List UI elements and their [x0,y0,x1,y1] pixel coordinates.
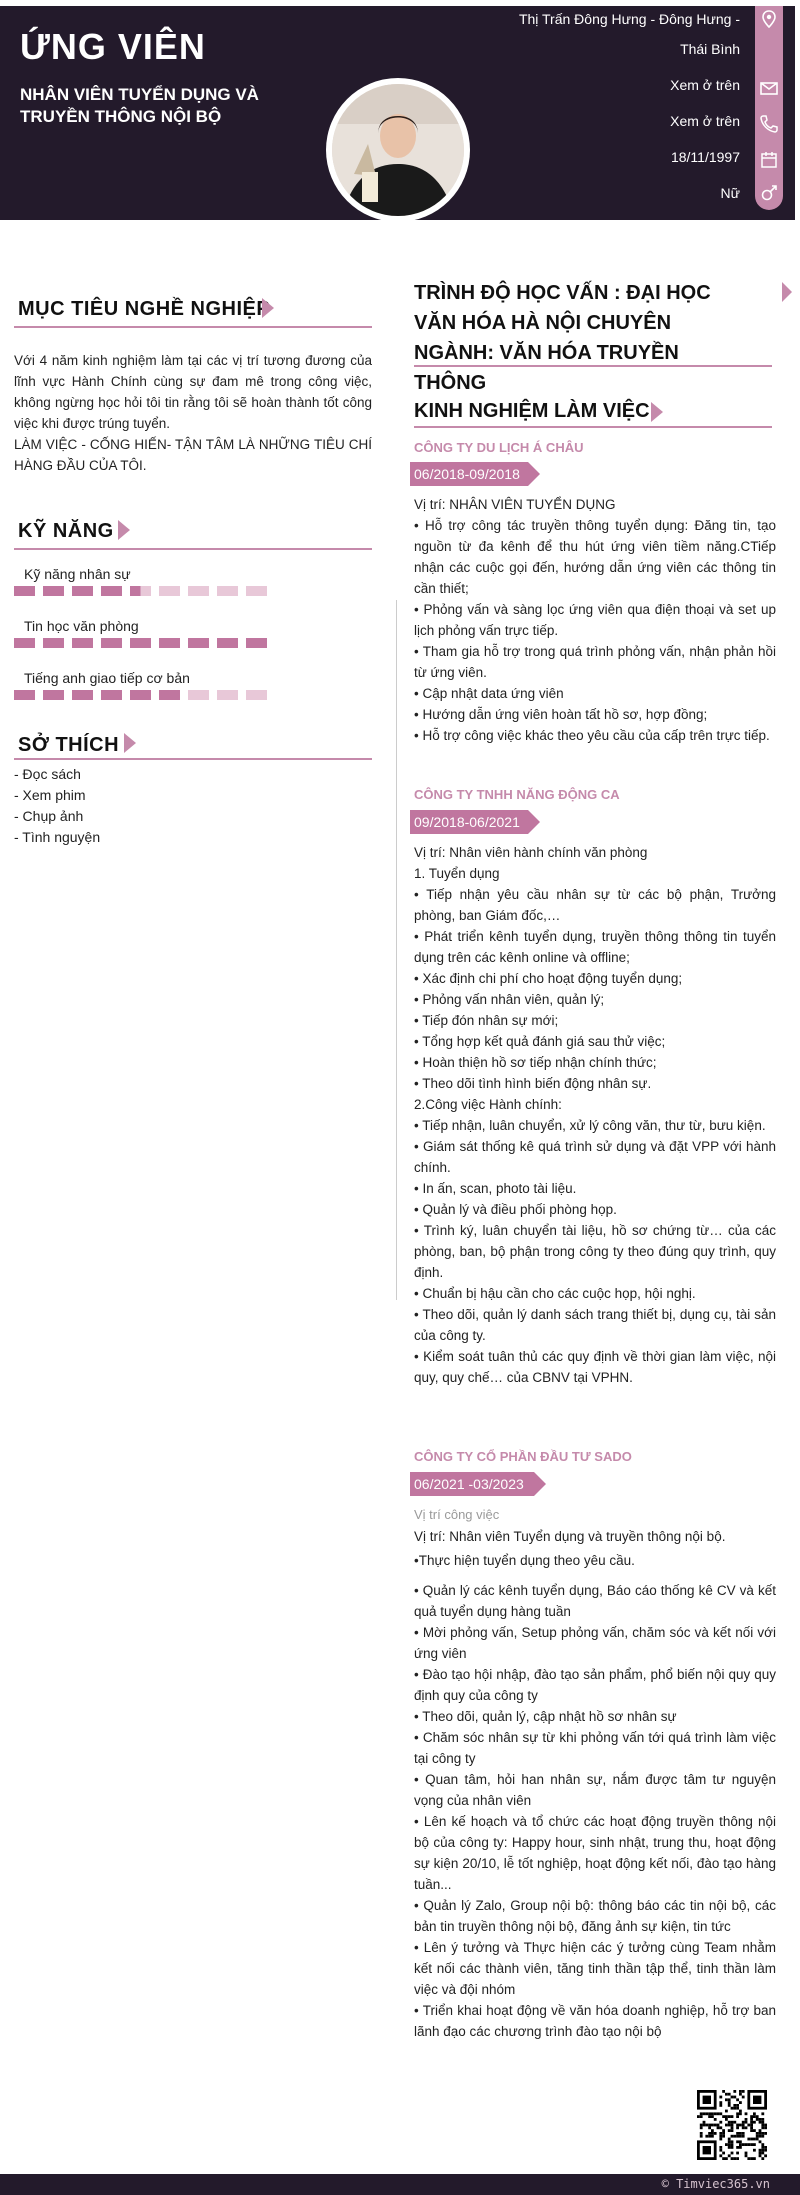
job-period: 06/2021 -03/2023 [410,1472,534,1496]
job-company: CÔNG TY DU LỊCH Á CHÂU [414,440,584,455]
skill-segment [101,638,122,648]
experience-flag-icon [651,402,663,422]
skill-segment [43,586,64,596]
job-line: Vị trí: Nhân viên hành chính văn phòng [414,845,648,860]
skill-segment [188,638,209,648]
footer-watermark: © Timviec365.vn [661,2177,770,2191]
job-line: • Kiểm soát tuân thủ các quy định về thời gian làm việc, nội quy, quy chế… của CBNV tại VPHN. [414,1349,776,1385]
skill-segment [14,690,35,700]
phone-icon [759,114,779,134]
skill-segment [14,586,35,596]
job-line: • Tiếp nhận, luân chuyển, xử lý công văn, thư từ, bưu kiện. [414,1118,766,1133]
avatar [332,84,464,216]
skills-flag-icon [118,520,130,540]
location-pin-icon [759,10,779,30]
skill-segment [101,690,122,700]
job-line: • In ấn, scan, photo tài liệu. [414,1181,577,1196]
job-line: • Chăm sóc nhân sự từ khi phỏng vấn tới quá trình làm việc tại công ty [414,1730,776,1766]
education-underline [414,365,772,367]
objective-paragraph: Với 4 năm kinh nghiệm làm tại các vị trí tương đương của lĩnh vực Hành Chính cùng sự đam mê trong công việc, không ngừng học hỏi tôi tin rằng tôi sẽ hoàn thành tốt công việc khi được trúng tuyển. [14,353,372,431]
job-description [414,494,776,746]
skill-bar [14,690,267,700]
skill-segment [159,586,180,596]
hobbies-list [14,764,100,848]
skill-segment [43,690,64,700]
skill-segment [130,638,151,648]
job-line: • Phỏng vấn và sàng lọc ứng viên qua điện thoại và set up lịch phỏng vấn trực tiếp. [414,602,776,638]
list-item: - Đọc sách [14,766,81,782]
job-line: • Tiếp nhận yêu cầu nhân sự từ các bộ phận, Trưởng phòng, ban Giám đốc,… [414,887,776,923]
skill-segment [217,638,238,648]
job-description [414,1526,776,2042]
skill-segment [217,586,238,596]
avatar-frame [326,78,470,222]
objective-underline [14,326,372,328]
job-line: • Quan tâm, hỏi han nhân sự, nắm được tâm tư nguyện vọng của nhân viên [414,1772,776,1808]
job-line: • Quản lý và điều phối phòng họp. [414,1202,617,1217]
objective-flag-icon [262,298,274,318]
job-line: • Giám sát thống kê quá trình sử dụng và đặt VPP với hành chính. [414,1139,776,1175]
contact-icon-strip [755,6,783,210]
objective-heading: MỤC TIÊU NGHỀ NGHIỆP [18,298,271,320]
skill-segment [246,586,267,596]
gender-icon [759,184,779,204]
hobbies-flag-icon [124,733,136,753]
job-line: • Đào tạo hội nhập, đào tạo sản phẩm, phổ biến nội quy quy định quy của công ty [414,1667,776,1703]
job-line: • Phỏng vấn nhân viên, quản lý; [414,992,605,1007]
job-company: CÔNG TY CỔ PHẦN ĐẦU TƯ SADO [414,1449,632,1464]
experience-underline [414,426,772,428]
job-line: • Hướng dẫn ứng viên hoàn tất hồ sơ, hợp đồng; [414,707,708,722]
calendar-icon [759,150,779,170]
job-line: Vị trí: NHÂN VIÊN TUYỂN DỤNG [414,497,616,512]
job-line: • Mời phỏng vấn, Setup phỏng vấn, chăm sóc và kết nối với ứng viên [414,1625,776,1661]
skill-bar [14,638,267,648]
job-line: • Xác định chi phí cho hoạt động tuyển dụng; [414,971,683,986]
job-line: • Quản lý Zalo, Group nội bộ: thông báo các tin nội bộ, các bản tin truyền thông nội bộ, đăng ảnh sự kiện, tin tức [414,1898,776,1934]
footer-bar [0,2174,800,2195]
job-line: • Theo dõi, quản lý danh sách trang thiết bị, dụng cụ, tài sản của công ty. [414,1307,776,1343]
skill-bar [14,586,267,596]
experience-heading: KINH NGHIỆM LÀM VIỆC [414,400,650,422]
job-line: • Lên kế hoạch và tổ chức các hoạt động truyền thông nội bộ của công ty: Happy hour, sinh nhật, trung thu, hoạt động sự kiện 20/10, lễ tốt nghiệp, hoạt động kết nối, đào tạo hàng tuần... [414,1814,776,1892]
job-line: •Thực hiện tuyển dụng theo yêu cầu. [414,1553,635,1568]
job-position-placeholder: Vị trí công việc [414,1507,500,1522]
skill-segment [101,586,122,596]
job-line: • Hoàn thiện hồ sơ tiếp nhận chính thức; [414,1055,657,1070]
education-flag-icon [782,282,792,302]
skill-segment [130,690,151,700]
skill-segment [14,638,35,648]
job-line: • Triển khai hoạt động về văn hóa doanh nghiệp, hỗ trợ ban lãnh đạo các chương trình đào tạo nội bộ [414,2003,776,2039]
education-heading: TRÌNH ĐỘ HỌC VẤN : ĐẠI HỌC VĂN HÓA HÀ NỘI CHUYÊN NGÀNH: VĂN HÓA TRUYỀN THÔNG [414,282,711,394]
objective-motto: LÀM VIỆC - CỐNG HIẾN- TẬN TÂM LÀ NHỮNG TIÊU CHÍ HÀNG ĐẦU CỦA TÔI. [14,437,372,473]
job-line: • Hỗ trợ công việc khác theo yêu cầu của cấp trên trực tiếp. [414,728,770,743]
job-line: • Theo dõi, quản lý, cập nhật hồ sơ nhân sự [414,1709,677,1724]
job-line: • Cập nhật data ứng viên [414,686,564,701]
job-line: • Theo dõi tình hình biến động nhân sự. [414,1076,652,1091]
list-item: - Xem phim [14,787,86,803]
skill-segment [159,638,180,648]
skill-name: Kỹ năng nhân sự [24,566,131,582]
job-line: • Quản lý các kênh tuyển dụng, Báo cáo thống kê CV và kết quả tuyển dụng hàng tuần [414,1583,776,1619]
job-period: 06/2018-09/2018 [410,462,528,486]
skill-segment [188,586,209,596]
job-line: 1. Tuyển dụng [414,866,500,881]
avatar-photo [332,84,464,216]
job-line: • Tham gia hỗ trợ trong quá trình phỏng vấn, nhận phản hồi từ ứng viên. [414,644,776,680]
job-line: • Trình ký, luân chuyển tài liệu, hồ sơ chứng từ… của các phòng, ban, bộ phận trong công ty theo đúng quy trình, quy định. [414,1223,776,1280]
skill-segment [43,638,64,648]
skill-name: Tin học văn phòng [24,618,139,634]
skill-segment [130,586,151,596]
contact-gender: Nữ [720,185,740,201]
job-line: • Tiếp đón nhân sự mới; [414,1013,559,1028]
job-period: 09/2018-06/2021 [410,810,528,834]
job-company: CÔNG TY TNHH NĂNG ĐỘNG CA [414,787,620,802]
envelope-icon [759,78,779,98]
skill-name: Tiếng anh giao tiếp cơ bản [24,670,190,686]
qr-code-icon [697,2090,767,2160]
hobbies-heading: SỞ THÍCH [18,734,120,756]
contact-birthday: 18/11/1997 [670,149,740,165]
candidate-name: ỨNG VIÊN [20,26,206,67]
skill-segment [72,586,93,596]
job-line: • Hỗ trợ công tác truyền thông tuyển dụng: Đăng tin, tạo nguồn từ đa kênh để thu hút ứng viên tiềm năng.CTiếp nhận các cuộc gọi đến, hướng dẫn ứng viên các thông tin cần thiết; [414,518,776,596]
objective-text [14,350,372,476]
skill-segment [72,638,93,648]
job-line: 2.Công việc Hành chính: [414,1097,562,1112]
contact-phone: Xem ở trên [670,113,740,129]
candidate-position: NHÂN VIÊN TUYỂN DỤNG VÀ TRUYỀN THÔNG NỘI BỘ [20,85,259,126]
skills-heading: KỸ NĂNG [18,520,114,542]
job-line: • Phát triển kênh tuyển dụng, truyền thông thông tin tuyển dụng trên các kênh online và offline; [414,929,776,965]
list-item: - Chụp ảnh [14,808,84,824]
skill-segment [217,690,238,700]
contact-address-line2: Thái Bình [680,41,740,57]
skill-segment [188,690,209,700]
skill-segment [246,638,267,648]
skills-underline [14,548,372,550]
skill-segment [159,690,180,700]
skill-segment [246,690,267,700]
job-line: • Chuẩn bị hậu cần cho các cuộc họp, hội nghị. [414,1286,696,1301]
job-line: • Lên ý tưởng và Thực hiện các ý tưởng cùng Team nhằm kết nối các thành viên, tăng tinh thần tập thể, tinh thần làm việc và đội nhóm [414,1940,776,1997]
skill-segment [72,690,93,700]
list-item: - Tình nguyện [14,829,101,845]
contact-address-line1: Thị Trấn Đông Hưng - Đông Hưng - [518,11,740,27]
contact-email: Xem ở trên [670,77,740,93]
job-line: • Tổng hợp kết quả đánh giá sau thử việc; [414,1034,666,1049]
column-divider [396,600,397,1300]
job-description [414,842,776,1388]
hobbies-underline [14,758,372,760]
job-line: Vị trí: Nhân viên Tuyển dụng và truyền thông nội bộ. [414,1529,726,1544]
